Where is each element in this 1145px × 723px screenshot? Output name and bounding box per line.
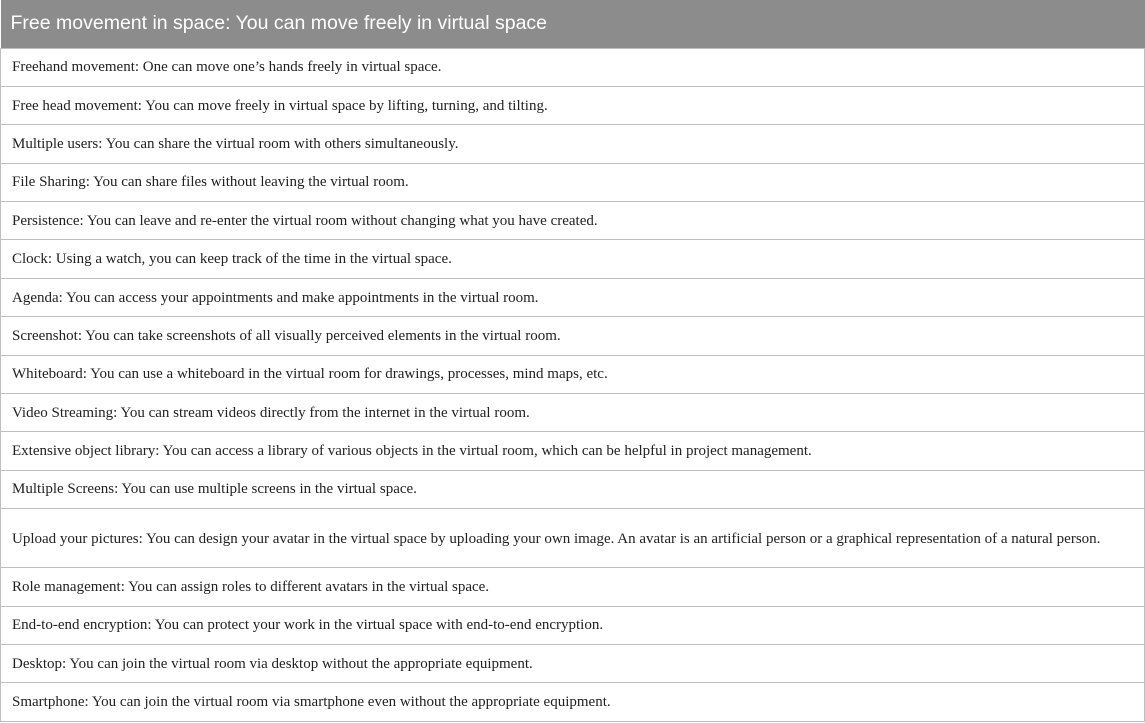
feature-cell-free-head-movement: Free head movement: You can move freely in virtual space by lifting, turning, and tilting. bbox=[1, 86, 1145, 124]
feature-cell-persistence: Persistence: You can leave and re-enter the virtual room without changing what you have created. bbox=[1, 202, 1145, 240]
table-header-cell: Free movement in space: You can move freely in virtual space bbox=[1, 0, 1145, 48]
feature-cell-clock: Clock: Using a watch, you can keep track of the time in the virtual space. bbox=[1, 240, 1145, 278]
table-row bbox=[1, 568, 1145, 606]
feature-cell-desktop: Desktop: You can join the virtual room via desktop without the appropriate equipment. bbox=[1, 644, 1145, 682]
table-row bbox=[1, 163, 1145, 201]
table-row bbox=[1, 683, 1145, 721]
table-row bbox=[1, 470, 1145, 508]
table-row bbox=[1, 240, 1145, 278]
feature-cell-end-to-end-encryption: End-to-end encryption: You can protect your work in the virtual space with end-to-end encryption. bbox=[1, 606, 1145, 644]
table-row bbox=[1, 202, 1145, 240]
feature-cell-upload-pictures: Upload your pictures: You can design your avatar in the virtual space by uploading your own image. An avatar is an artificial person or a graphical representation of a natural person. bbox=[1, 509, 1145, 568]
feature-cell-freehand-movement: Freehand movement: One can move one’s hands freely in virtual space. bbox=[1, 48, 1145, 86]
table-header-row bbox=[1, 0, 1145, 48]
table-row bbox=[1, 644, 1145, 682]
table-row bbox=[1, 48, 1145, 86]
feature-cell-whiteboard: Whiteboard: You can use a whiteboard in the virtual room for drawings, processes, mind maps, etc. bbox=[1, 355, 1145, 393]
feature-cell-agenda: Agenda: You can access your appointments and make appointments in the virtual room. bbox=[1, 278, 1145, 316]
feature-cell-file-sharing: File Sharing: You can share files without leaving the virtual room. bbox=[1, 163, 1145, 201]
feature-cell-role-management: Role management: You can assign roles to different avatars in the virtual space. bbox=[1, 568, 1145, 606]
feature-cell-multiple-screens: Multiple Screens: You can use multiple screens in the virtual space. bbox=[1, 470, 1145, 508]
table-row bbox=[1, 86, 1145, 124]
feature-cell-multiple-users: Multiple users: You can share the virtual room with others simultaneously. bbox=[1, 125, 1145, 163]
table-row bbox=[1, 606, 1145, 644]
table-row bbox=[1, 278, 1145, 316]
table-row bbox=[1, 355, 1145, 393]
feature-cell-smartphone: Smartphone: You can join the virtual room via smartphone even without the appropriate equipment. bbox=[1, 683, 1145, 721]
table-row bbox=[1, 317, 1145, 355]
table-row bbox=[1, 394, 1145, 432]
table-row bbox=[1, 125, 1145, 163]
table-row bbox=[1, 432, 1145, 470]
feature-cell-video-streaming: Video Streaming: You can stream videos directly from the internet in the virtual room. bbox=[1, 394, 1145, 432]
feature-cell-object-library: Extensive object library: You can access a library of various objects in the virtual room, which can be helpful in project management. bbox=[1, 432, 1145, 470]
feature-cell-screenshot: Screenshot: You can take screenshots of all visually perceived elements in the virtual room. bbox=[1, 317, 1145, 355]
table-row bbox=[1, 509, 1145, 568]
